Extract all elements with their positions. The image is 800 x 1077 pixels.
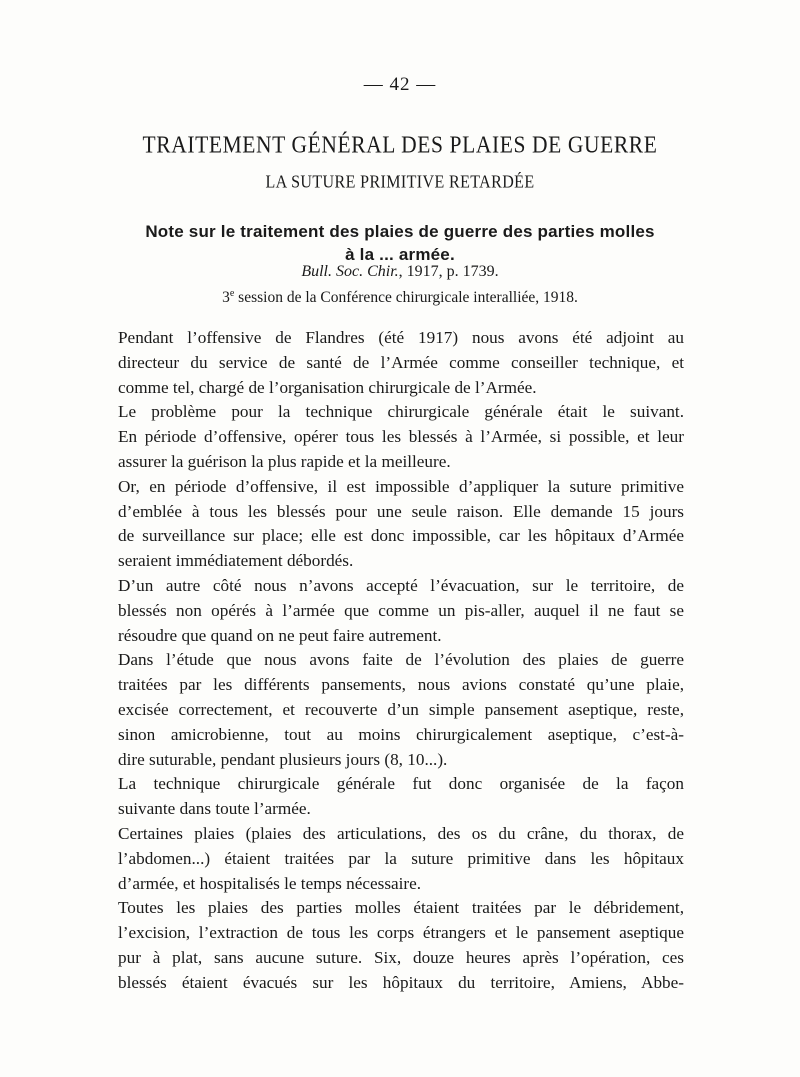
text-line: l’abdomen...) étaient traitées par la suture primitive dans les hôpitaux: [118, 848, 684, 868]
text-line: Toutes les plaies des parties molles étaient traitées par le débridement,: [118, 898, 684, 918]
text-line: blessés non opérés à l’armée que comme un pis-aller, auquel il ne faut se: [118, 600, 684, 620]
text-line: Pendant l’offensive de Flandres (été 1917) nous avons été adjoint au: [118, 328, 684, 347]
chapter-subtitle: LA SUTURE PRIMITIVE RETARDÉE: [265, 173, 535, 193]
journal-name: Bull. Soc. Chir.: [301, 263, 399, 280]
text-line: En période d’offensive, opérer tous les blessés à l’Armée, si possible, et leur: [118, 427, 684, 447]
text-line: blessés étaient évacués sur les hôpitaux du territoire, Amiens, Abbe-: [118, 972, 684, 992]
text-line: Certaines plaies (plaies des articulations, des os du crâne, du thorax, de: [118, 823, 684, 843]
text-line: résoudre que quand on ne peut faire autrement.: [118, 625, 442, 645]
text-line: directeur du service de santé de l’Armée comme conseiller technique, et: [118, 352, 684, 372]
text-line: sinon amicrobienne, tout au moins chirurgicalement aseptique, c’est-à-: [118, 724, 684, 744]
text-line: Or, en période d’offensive, il est impossible d’appliquer la suture primitive: [118, 476, 684, 496]
text-line: seraient immédiatement débordés.: [118, 551, 354, 571]
session-ordinal: 3: [222, 289, 230, 306]
text-line: l’excision, l’extraction de tous les corps étrangers et le pansement aseptique: [118, 923, 684, 943]
page-number: — 42 —: [363, 74, 437, 95]
text-line: assurer la guérison la plus rapide et la meilleure.: [118, 451, 451, 471]
session-text: session de la Conférence chirurgicale interalliée, 1918.: [234, 289, 578, 306]
reference-details: , 1917, p. 1739.: [398, 263, 499, 280]
text-line: de surveillance sur place; elle est donc impossible, car les hôpitaux d’Armée: [118, 526, 684, 546]
text-line: Le problème pour la technique chirurgicale générale était le suivant.: [118, 402, 684, 422]
text-line: excisée correctement, et recouverte d’un simple pansement aseptique, reste,: [118, 699, 684, 719]
text-line: traitées par les différents pansements, nous avions constaté qu’une plaie,: [118, 675, 684, 695]
text-line: comme tel, chargé de l’organisation chirurgicale de l’Armée.: [118, 377, 537, 397]
text-line: Dans l’étude que nous avons faite de l’évolution des plaies de guerre: [118, 650, 684, 670]
note-title-line-1: Note sur le traitement des plaies de guerre des parties molles: [145, 222, 655, 241]
session-ordinal-suffix: e: [229, 287, 235, 299]
bibliographic-reference: [0, 263, 800, 281]
body-text: [118, 326, 684, 996]
note-title: [0, 220, 800, 266]
note-title-line-2: à la ... armée.: [345, 245, 455, 264]
chapter-title: TRAITEMENT GÉNÉRAL DES PLAIES DE GUERRE: [142, 131, 658, 158]
session-line: [0, 289, 800, 307]
text-line: pur à plat, sans aucune suture. Six, douze heures après l’opération, ces: [118, 947, 684, 967]
text-line: suivante dans toute l’armée.: [118, 799, 311, 819]
text-line: d’armée, et hospitalisés le temps nécessaire.: [118, 873, 422, 893]
text-line: La technique chirurgicale générale fut donc organisée de la façon: [118, 774, 684, 794]
text-line: D’un autre côté nous n’avons accepté l’évacuation, sur le territoire, de: [118, 575, 684, 595]
text-line: d’emblée à tous les blessés pour une seule raison. Elle demande 15 jours: [118, 501, 684, 521]
text-line: dire suturable, pendant plusieurs jours (8, 10...).: [118, 749, 448, 769]
